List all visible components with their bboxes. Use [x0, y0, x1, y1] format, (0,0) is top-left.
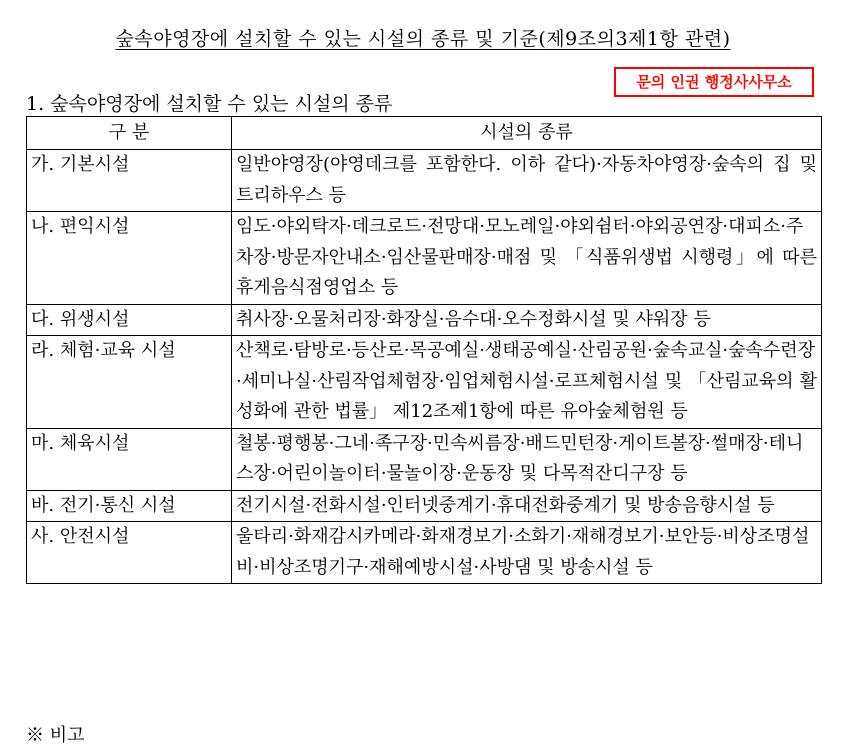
row-category: 바. 전기·통신 시설: [27, 490, 232, 522]
row-facilities: 전기시설·전화시설·인터넷중계기·휴대전화중계기 및 방송음향시설 등: [232, 490, 822, 522]
facility-table: [26, 116, 822, 584]
table-header-row: [27, 117, 822, 150]
header-category: 구 분: [27, 117, 232, 150]
row-facilities: 울타리·화재감시카메라·화재경보기·소화기·재해경보기·보안등·비상조명설비·비상조명기구·재해예방시설·사방댐 및 방송시설 등: [232, 522, 822, 584]
row-category: 가. 기본시설: [27, 150, 232, 212]
row-facilities: 철봉·평행봉·그네·족구장·민속씨름장·배드민턴장·게이트볼장·썰매장·테니스장·어린이놀이터·물놀이장·운동장 및 다목적잔디구장 등: [232, 428, 822, 490]
row-category: 다. 위생시설: [27, 304, 232, 336]
row-facilities: 산책로·탐방로·등산로·목공예실·생태공예실·산림공원·숲속교실·숲속수련장·세미나실·산림작업체험장·임업체험시설·로프체험시설 및 「산림교육의 활성화에 관한 법률」 제12조제1항에 따른 유아숲체험원 등: [232, 336, 822, 429]
table-row: [27, 428, 822, 490]
title-text: 숲속야영장에 설치할 수 있는 시설의 종류 및 기준: [115, 28, 539, 50]
table-row: [27, 336, 822, 429]
row-category: 마. 체육시설: [27, 428, 232, 490]
title-suffix: (제9조의3제1항 관련): [538, 28, 731, 50]
document-title: [0, 24, 846, 51]
row-facilities: 임도·야외탁자·데크로드·전망대·모노레일·야외쉼터·야외공연장·대피소·주차장·방문자안내소·임산물판매장·매점 및 「식품위생법 시행령」에 따른 휴게음식점영업소 등: [232, 212, 822, 305]
row-category: 사. 안전시설: [27, 522, 232, 584]
table-row: [27, 212, 822, 305]
section-heading: 1. 숲속야영장에 설치할 수 있는 시설의 종류: [26, 93, 393, 115]
row-category: 라. 체험·교육 시설: [27, 336, 232, 429]
table-row: [27, 490, 822, 522]
footnote: ※ 비고: [26, 725, 85, 746]
row-facilities: 일반야영장(야영데크를 포함한다. 이하 같다)·자동차야영장·숲속의 집 및 트리하우스 등: [232, 150, 822, 212]
table-row: [27, 150, 822, 212]
table-row: [27, 304, 822, 336]
row-category: 나. 편익시설: [27, 212, 232, 305]
row-facilities: 취사장·오물처리장·화장실·음수대·오수정화시설 및 샤워장 등: [232, 304, 822, 336]
contact-badge: 문의 인권 행정사사무소: [614, 67, 814, 97]
header-facilities: 시설의 종류: [232, 117, 822, 150]
table-row: [27, 522, 822, 584]
